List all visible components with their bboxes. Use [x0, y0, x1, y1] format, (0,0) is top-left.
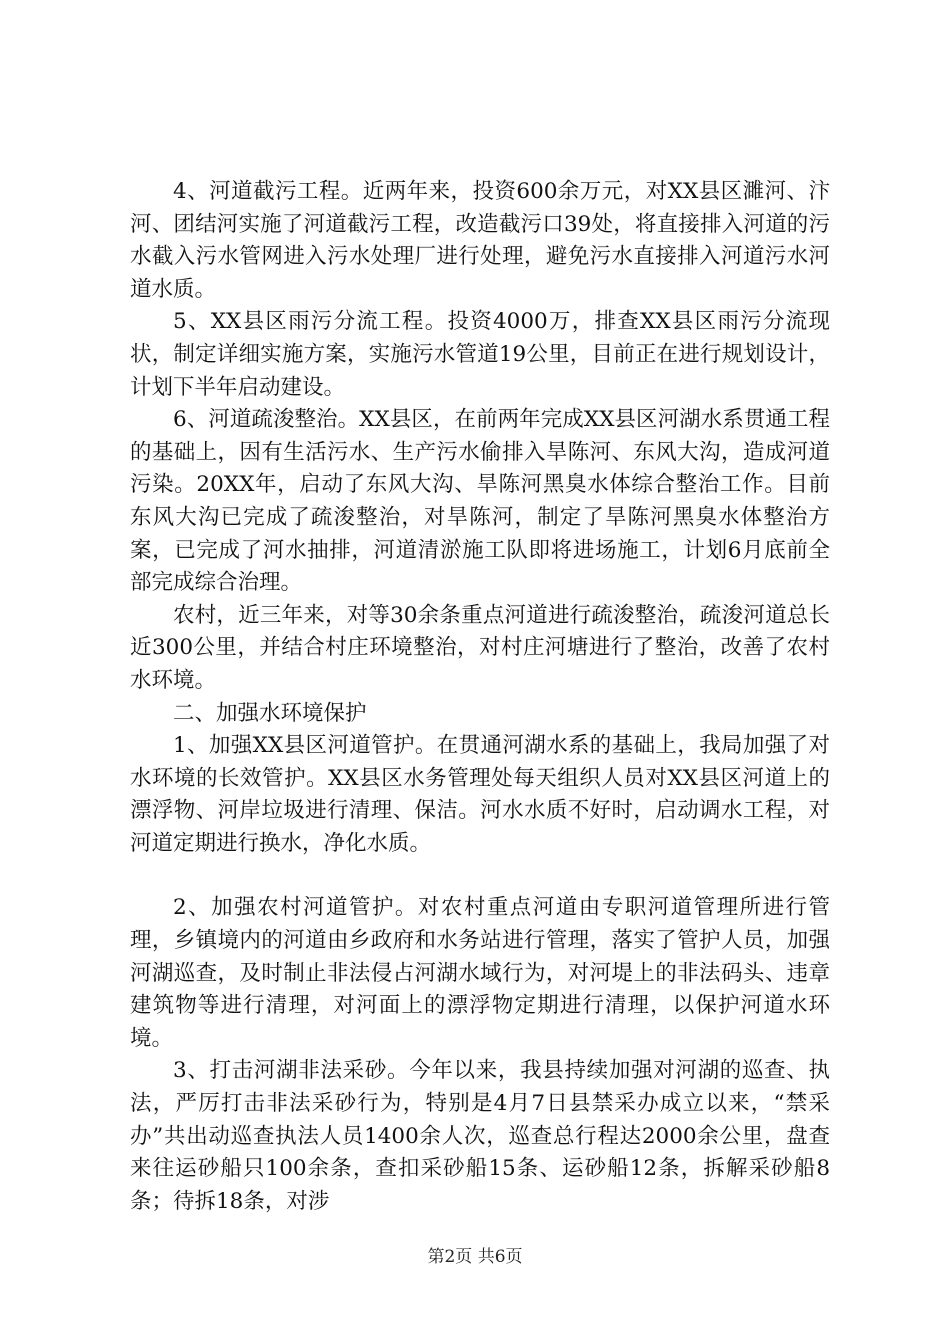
paragraph-illegal-sand-mining: 3、打击河湖非法采砂。今年以来，我县持续加强对河湖的巡查、执法，严厉打击非法采砂行为，特别是4月7日县禁采办成立以来，“禁采办”共出动巡查执法人员1400余人次，巡查总行程达2000余公里，盘查来往运砂船只100余条，查扣采砂船15条、运砂船12条，拆解采砂船8条；待拆18条，对涉: [130, 1058, 830, 1214]
page-number-footer: 第2页 共6页: [427, 1247, 523, 1267]
paragraph-county-river-management: 1、加强XX县区河道管护。在贯通河湖水系的基础上，我局加强了对水环境的长效管护。XX县区水务管理处每天组织人员对XX县区河道上的漂浮物、河岸垃圾进行清理、保洁。河水水质不好时，启动调水工程，对河道定期进行换水，净化水质。: [130, 733, 830, 856]
paragraph-river-interception: 4、河道截污工程。近两年来，投资600余万元，对XX县区濉河、汴河、团结河实施了河道截污工程，改造截污口39处，将直接排入河道的污水截入污水管网进入污水处理厂进行处理，避免污水直接排入河道污水河道水质。: [130, 179, 830, 302]
paragraph-rural-river-management: 2、加强农村河道管护。对农村重点河道由专职河道管理所进行管理，乡镇境内的河道由乡政府和水务站进行管理，落实了管护人员，加强河湖巡查，及时制止非法侵占河湖水域行为，对河堤上的非法码头、违章建筑物等进行清理，对河面上的漂浮物定期进行清理，以保护河道水环境。: [130, 895, 830, 1051]
paragraph-rain-sewage-separation: 5、XX县区雨污分流工程。投资4000万，排查XX县区雨污分流现状，制定详细实施方案，实施污水管道19公里，目前正在进行规划设计，计划下半年启动建设。: [130, 309, 830, 400]
section-heading-water-protection: 二、加强水环境保护: [173, 700, 367, 726]
document-body: [130, 176, 830, 1218]
paragraph-river-dredging: 6、河道疏浚整治。XX县区，在前两年完成XX县区河湖水系贯通工程的基础上，因有生活污水、生产污水偷排入旱陈河、东风大沟，造成河道污染。20XX年，启动了东风大沟、旱陈河黑臭水体综合整治工作。目前东风大沟已完成了疏浚整治，对旱陈河，制定了旱陈河黑臭水体整治方案，已完成了河水抽排，河道清淤施工队即将进场施工，计划6月底前全部完成综合治理。: [130, 407, 830, 596]
paragraph-rural-rivers: 农村，近三年来，对等30余条重点河道进行疏浚整治，疏浚河道总长近300公里，并结合村庄环境整治，对村庄河塘进行了整治，改善了农村水环境。: [130, 602, 830, 693]
